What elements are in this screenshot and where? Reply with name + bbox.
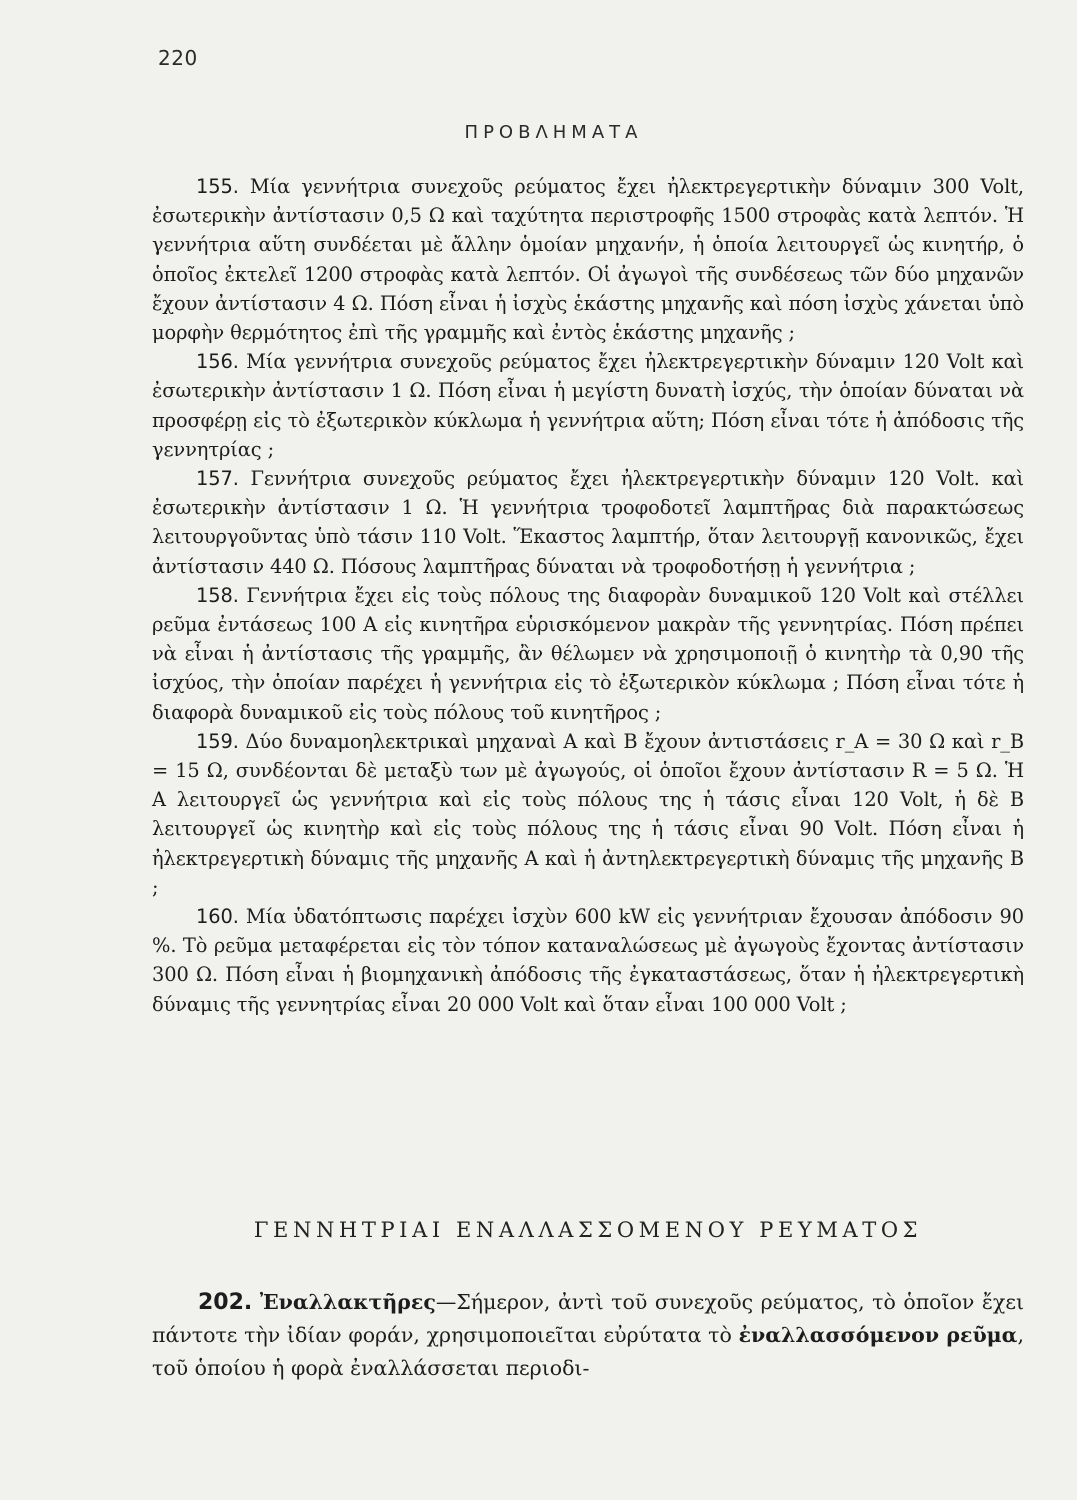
problem-text: Γεννήτρια ἔχει εἰς τοὺς πόλους της διαφορὰν δυναμικοῦ 120 Volt καὶ στέλλει ρεῦμα ἐντάσεως 100 A εἰς κινητῆρα εὑρισκόμενον μακρὰν τῆς γεννητρίας. Πόση πρέπει νὰ εἶναι ἡ ἀντίστασις τῆς γραμμῆς, ἂν θέλωμεν νὰ χρησιμοποιῇ ὁ κινητὴρ τὰ 0,90 τῆς ἰσχύος, τὴν ὁποίαν παρέχει ἡ γεννήτρια εἰς τὸ ἐξωτερικὸν κύκλωμα ; Πόση εἶναι τότε ἡ διαφορὰ δυναμικοῦ εἰς τοὺς πόλους τοῦ κινητῆρος ;: [152, 583, 1024, 724]
problem-text: Μία γεννήτρια συνεχοῦς ρεύματος ἔχει ἠλεκτρεγερτικὴν δύναμιν 120 Volt καὶ ἐσωτερικὴν ἀντίστασιν 1 Ω. Πόση εἶναι ἡ μεγίστη δυνατὴ ἰσχύς, τὴν ὁποίαν δύναται νὰ προσφέρῃ εἰς τὸ ἐξωτερικὸν κύκλωμα ἡ γεννήτρια αὕτη; Πόση εἶναι τότε ἡ ἀπόδοσις τῆς γεννητρίας ;: [152, 350, 1024, 461]
problem-text: Μία γεννήτρια συνεχοῦς ρεύματος ἔχει ἠλεκτρεγερτικὴν δύναμιν 300 Volt, ἐσωτερικὴν ἀντίστασιν 0,5 Ω καὶ ταχύτητα περιστροφῆς 1500 στροφὰς κατὰ λεπτόν. Ἡ γεννήτρια αὕτη συνδέεται μὲ ἄλλην ὁμοίαν μηχανήν, ἡ ὁποία λειτουργεῖ ὡς κινητήρ, ὁ ὁποῖος ἐκτελεῖ 1200 στροφὰς κατὰ λεπτόν. Οἱ ἀγωγοὶ τῆς συνδέσεως τῶν δύο μηχανῶν ἔχουν ἀντίστασιν 4 Ω. Πόση εἶναι ἡ ἰσχὺς ἑκάστης μηχανῆς καὶ πόση ἰσχὺς χάνεται ὑπὸ μορφὴν θερμότητος ἐπὶ τῆς γραμμῆς καὶ ἐντὸς ἑκάστης μηχανῆς ;: [152, 175, 1024, 345]
section-text-before: —Σήμερον, ἀντὶ τοῦ συνεχοῦς ρεύματος, τὸ ὁποῖον ἔχει πάντοτε τὴν ἰδίαν φοράν, χρησιμοποιεῖται εὐρύτατα τὸ: [152, 1290, 1024, 1347]
problem-159: [152, 727, 1024, 902]
problem-number: 157.: [196, 467, 239, 491]
problem-number: 158.: [196, 583, 239, 607]
chapter-title: ΓΕΝΝΗΤΡΙΑΙ ΕΝΑΛΛΑΣΣΟΜΕΝΟΥ ΡΕΥΜΑΤΟΣ: [253, 1218, 923, 1242]
problem-text: Γεννήτρια συνεχοῦς ρεύματος ἔχει ἠλεκτρεγερτικὴν δύναμιν 120 Volt. καὶ ἐσωτερικὴν ἀντίστασιν 1 Ω. Ἡ γεννήτρια τροφοδοτεῖ λαμπτῆρας διὰ παρακτώσεως λειτουργοῦντας ὑπὸ τάσιν 110 Volt. Ἕκαστος λαμπτήρ, ὅταν λειτουργῇ κανονικῶς, ἔχει ἀντίστασιν 440 Ω. Πόσους λαμπτῆρας δύναται νὰ τροφοδοτήσῃ ἡ γεννήτρια ;: [152, 467, 1024, 578]
problem-number: 159.: [196, 729, 239, 753]
problem-156: [152, 347, 1024, 464]
problem-155: [152, 172, 1024, 347]
problem-number: 155.: [196, 175, 239, 198]
section-bold-term: ἐναλλασσόμενον ρεῦμα: [738, 1323, 1018, 1347]
section-202: [152, 1286, 1024, 1385]
section-heading: Ἐναλλακτῆρες: [259, 1290, 436, 1314]
problem-text: Δύο δυναμοηλεκτρικαὶ μηχαναὶ A καὶ B ἔχουν ἀντιστάσεις r_A = 30 Ω καὶ r_B = 15 Ω, συνδέονται δὲ μεταξὺ των μὲ ἀγωγούς, οἱ ὁποῖοι ἔχουν ἀντίστασιν R = 5 Ω. Ἡ A λειτουργεῖ ὡς γεννήτρια καὶ εἰς τοὺς πόλους της ἡ τάσις εἶναι 120 Volt, ἡ δὲ B λειτουργεῖ ὡς κινητὴρ καὶ εἰς τοὺς πόλους της ἡ τάσις εἶναι 90 Volt. Πόση εἶναι ἡ ἠλεκτρεγερτικὴ δύναμις τῆς μηχανῆς A καὶ ἡ ἀντηλεκτρεγερτικὴ δύναμις τῆς μηχανῆς B ;: [152, 729, 1024, 899]
problem-157: [152, 464, 1024, 581]
problem-text: Μία ὑδατόπτωσις παρέχει ἰσχὺν 600 kW εἰς γεννήτριαν ἔχουσαν ἀπόδοσιν 90 %. Τὸ ρεῦμα μεταφέρεται εἰς τὸν τόπον καταναλώσεως μὲ ἀγωγοὺς ἔχοντας ἀντίστασιν 300 Ω. Πόση εἶναι ἡ βιομηχανικὴ ἀπόδοσις τῆς ἐγκαταστάσεως, ὅταν ἡ ἠλεκτρεγερτικὴ δύναμις τῆς γεννητρίας εἶναι 20 000 Volt καὶ ὅταν εἶναι 100 000 Volt ;: [152, 905, 1024, 1016]
problem-number: 160.: [196, 905, 239, 929]
problem-160: [152, 902, 1024, 1019]
section-text-after: , τοῦ ὁποίου ἡ φορὰ ἐναλλάσσεται περιοδι-: [152, 1323, 1024, 1380]
section-number: 202.: [198, 1290, 253, 1315]
problem-number: 156.: [196, 350, 239, 374]
problem-list: [152, 172, 1024, 1019]
page-number: 220: [158, 46, 198, 70]
section-title: ΠΡΟΒΛΗΜΑΤΑ: [464, 122, 643, 143]
problem-158: [152, 581, 1024, 727]
